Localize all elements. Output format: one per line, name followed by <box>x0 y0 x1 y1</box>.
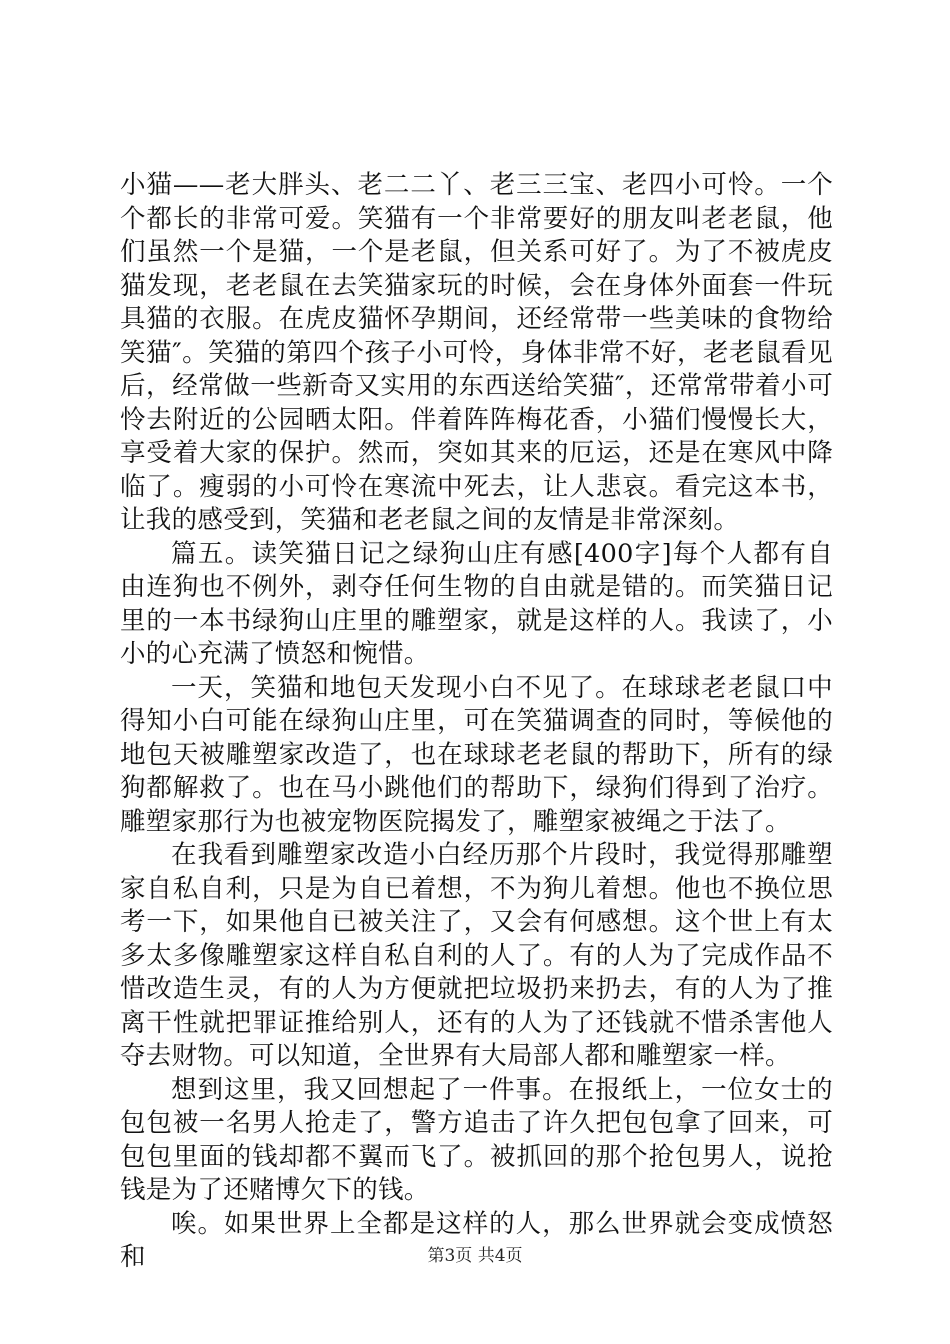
paragraph-section-five: 篇五。读笑猫日记之绿狗山庄有感[400字]每个人都有自由连狗也不例外，剥夺任何生物的自由就是错的。而笑猫日记里的一本书绿狗山庄里的雕塑家，就是这样的人。我读了，小小的心充满了愤怒和惋惜。 <box>120 538 833 669</box>
paragraph-conclusion: 唉。如果世界上全都是这样的人，那么世界就会变成愤怒和 <box>120 1208 833 1272</box>
document-body <box>120 169 833 1275</box>
paragraph-news-story: 想到这里，我又回想起了一件事。在报纸上，一位女士的包包被一名男人抢走了，警方追击了许久把包包拿了回来，可包包里面的钱却都不翼而飞了。被抓回的那个抢包男人，说抢钱是为了还赌博欠下的钱。 <box>120 1074 833 1205</box>
paragraph-continuation: 小猫——老大胖头、老二二丫、老三三宝、老四小可怜。一个个都长的非常可爱。笑猫有一个非常要好的朋友叫老老鼠，他们虽然一个是猫，一个是老鼠，但关系可好了。为了不被虎皮猫发现，老老鼠在去笑猫家玩的时候，会在身体外面套一件玩具猫的衣服。在虎皮猫怀孕期间，还经常带一些美味的食物给笑猫″。笑猫的第四个孩子小可怜，身体非常不好，老老鼠看见后，经常做一些新奇又实用的东西送给笑猫″，还常常带着小可怜去附近的公园晒太阳。伴着阵阵梅花香，小猫们慢慢长大，享受着大家的保护。然而，突如其来的厄运，还是在寒风中降临了。瘦弱的小可怜在寒流中死去，让人悲哀。看完这本书，让我的感受到，笑猫和老老鼠之间的友情是非常深刻。 <box>120 170 833 535</box>
paragraph-reflection: 在我看到雕塑家改造小白经历那个片段时，我觉得那雕塑家自私自利，只是为自已着想，不为狗儿着想。他也不换位思考一下，如果他自已被关注了，又会有何感想。这个世上有太多太多像雕塑家这样自私自利的人了。有的人为了完成作品不惜改造生灵，有的人为方便就把垃圾扔来扔去，有的人为了推离干性就把罪证推给别人，还有的人为了还钱就不惜杀害他人夺去财物。可以知道，全世界有大局部人都和雕塑家一样。 <box>120 840 833 1071</box>
paragraph-story-summary: 一天，笑猫和地包天发现小白不见了。在球球老老鼠口中得知小白可能在绿狗山庄里，可在笑猫调查的同时，等候他的地包天被雕塑家改造了，也在球球老老鼠的帮助下，所有的绿狗都解救了。也在马小跳他们的帮助下，绿狗们得到了治疗。雕塑家那行为也被宠物医院揭发了，雕塑家被绳之于法了。 <box>120 672 833 837</box>
page-number-footer: 第3页 共4页 <box>427 1246 523 1266</box>
